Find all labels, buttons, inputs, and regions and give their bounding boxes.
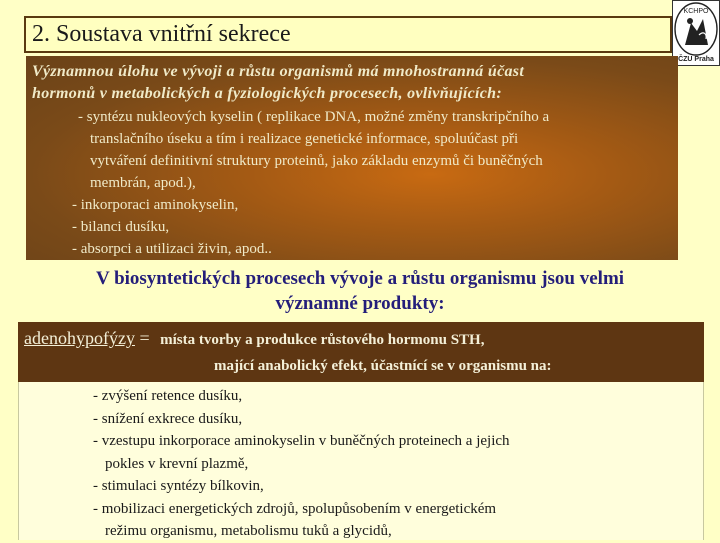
- adeno-term: adenohypofýzy: [24, 328, 135, 348]
- adenohypophysis-box: [18, 322, 704, 382]
- process-list: [72, 106, 668, 260]
- list-item: - vzestupu inkorporace aminokyselin v buněčných proteinech a jejich: [93, 433, 510, 449]
- logo-bottom-text: ČZU Praha: [678, 56, 714, 63]
- effects-box: [18, 382, 704, 540]
- list-item: - snížení exkrece dusíku,: [93, 410, 243, 427]
- list-item: - syntézu nukleových kyselin ( replikace DNA, možné změny transkripčního a: [78, 109, 550, 125]
- adeno-desc: místa tvorby a produkce růstového hormonu STH,: [160, 332, 485, 348]
- intro-text: [32, 61, 672, 105]
- intro-line: hormonů v metabolických a fyziologických procesech, ovlivňujících:: [32, 85, 502, 102]
- intro-line: Významnou úlohu ve vývoji a růstu organismů má mnohostranná účast: [32, 63, 525, 80]
- list-item: - absorpci a utilizaci živin, apod..: [72, 241, 272, 257]
- slide-title: 2. Soustava vnitřní sekrece: [32, 21, 291, 47]
- list-item: - inkorporaci aminokyselin,: [72, 197, 239, 213]
- adeno-equals: =: [139, 328, 150, 348]
- university-logo: [672, 0, 720, 66]
- title-bar: [24, 16, 672, 53]
- list-item: - zvýšení retence dusíku,: [93, 388, 243, 404]
- list-item: membrán, apod.),: [90, 175, 196, 191]
- effects-list: [93, 385, 693, 543]
- list-item: - mobilizaci energetických zdrojů, spolupůsobením v energetickém: [93, 500, 497, 517]
- heading-line: V biosyntetických procesech vývoje a růstu organismu jsou velmi: [95, 268, 625, 289]
- adeno-desc-2: mající anabolický efekt, účastnící se v organismu na:: [214, 358, 552, 374]
- list-item: vytváření definitivní struktury proteinů, jako základu enzymů či buněčných: [90, 153, 543, 169]
- list-item: - bilanci dusíku,: [72, 219, 170, 235]
- adeno-line: [24, 328, 484, 349]
- list-item: pokles v krevní plazmě,: [105, 455, 249, 472]
- hormone-roles-box: [26, 56, 678, 260]
- list-item: - stimulaci syntézy bílkovin,: [93, 478, 264, 494]
- section-heading: [0, 266, 720, 316]
- logo-top-text: KCHPO: [683, 8, 709, 15]
- heading-line: významné produkty:: [275, 293, 445, 314]
- list-item: translačního úseku a tím i realizace genetické informace, spoluúčast při: [90, 131, 519, 147]
- list-item: režimu organismu, metabolismu tuků a glycidů,: [105, 523, 392, 539]
